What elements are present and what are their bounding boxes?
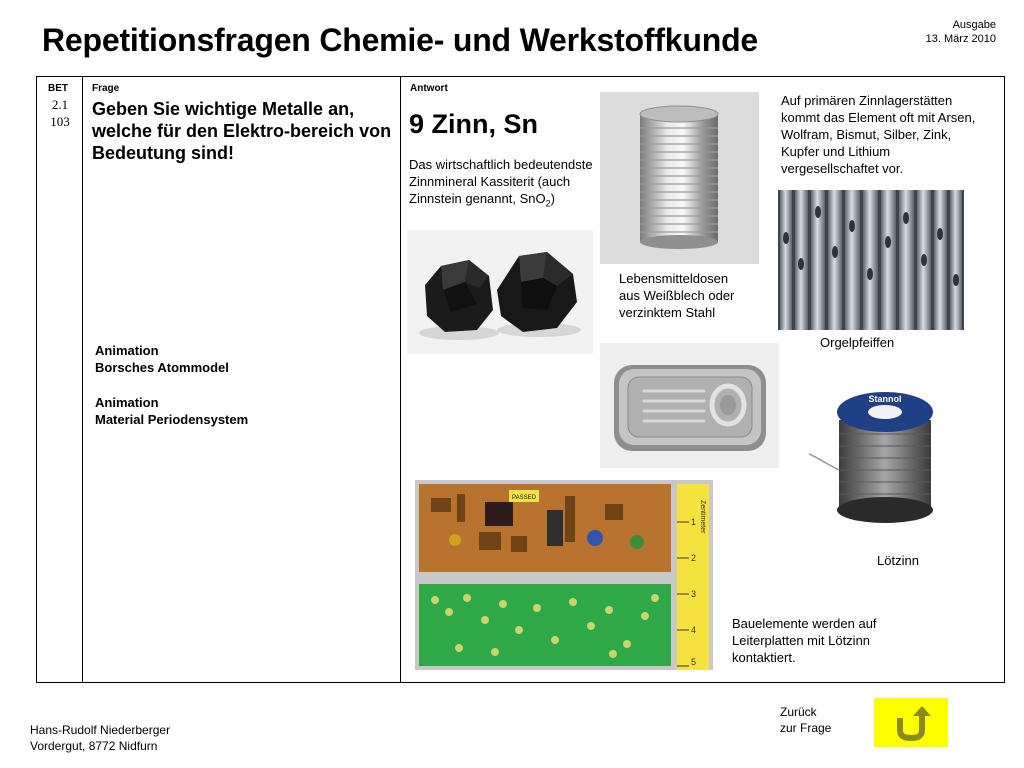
organ-pipes-photo [778,190,964,330]
cassiterite-photo [407,230,593,354]
solder-brand-label: Stannol [868,394,902,404]
bet-code: 2.1 [51,97,69,112]
organ-caption: Orgelpfeiffen [820,335,895,350]
animation-link-periodic-table[interactable] [95,394,248,428]
ruler-number: 1 [691,517,697,527]
ruler-label: Zentimeter [699,500,706,534]
issue-info [926,18,996,46]
issue-label: Ausgabe [952,19,996,31]
back-line-2: zur Frage [780,721,832,735]
pcb-sticker-label: PASSED [512,495,536,501]
animation-link-atom-model[interactable] [95,342,229,376]
back-to-question-text[interactable] [780,704,831,736]
cans-caption: Lebensmitteldosen aus Weißblech oder verzinktem Stahl [619,271,735,320]
animation-title: Material Periodensystem [95,412,249,427]
author-name: Hans-Rudolf Niederberger [30,723,171,737]
back-to-question-button[interactable] [874,698,948,747]
column-divider-question [400,76,401,683]
sardine-tin-photo [600,343,779,468]
animation-title: Borsches Atommodel [95,360,229,375]
solder-caption: Lötzinn [877,553,919,568]
mineral-text: Das wirtschaftlich bedeutendste Zinnmineral Kassiterit (auch Zinnstein genannt, SnO$_2$) [409,157,593,209]
issue-date: 13. März 2010 [925,33,996,45]
animation-label: Animation [95,395,159,410]
pcb-caption: Bauelemente werden auf Leiterplatten mit Lötzinn kontaktiert. [732,616,877,665]
question-text: Geben Sie wichtige Metalle an, welche für den Elektro-bereich von Bedeutung sind! [92,99,392,163]
tin-can-photo [600,92,759,264]
page-title: Repetitionsfragen Chemie- und Werkstoffkunde [42,22,759,58]
ruler-number: 5 [691,657,697,667]
bet-number: 103 [50,114,70,129]
ruler-number: 4 [691,625,697,635]
deposits-text: Auf primären Zinnlagerstätten kommt das Element oft mit Arsen, Wolfram, Bismut, Silber, Zink, Kupfer und Lithium vergesellschaftet vor. [781,93,976,176]
bet-label: BET [48,83,68,94]
column-divider-bet [82,76,83,683]
ruler-number: 2 [691,553,697,563]
question-label: Frage [92,83,120,94]
back-line-1: Zurück [780,705,817,719]
author-address: Vordergut, 8772 Nidfurn [30,739,158,753]
animation-label: Animation [95,343,159,358]
solder-spool-photo [805,384,964,538]
pcb-photo [415,480,713,670]
u-turn-arrow-icon [891,704,931,742]
ruler-number: 3 [691,589,697,599]
answer-label: Antwort [410,83,448,94]
author-info [30,722,170,754]
answer-title: 9 Zinn, Sn [409,109,539,139]
